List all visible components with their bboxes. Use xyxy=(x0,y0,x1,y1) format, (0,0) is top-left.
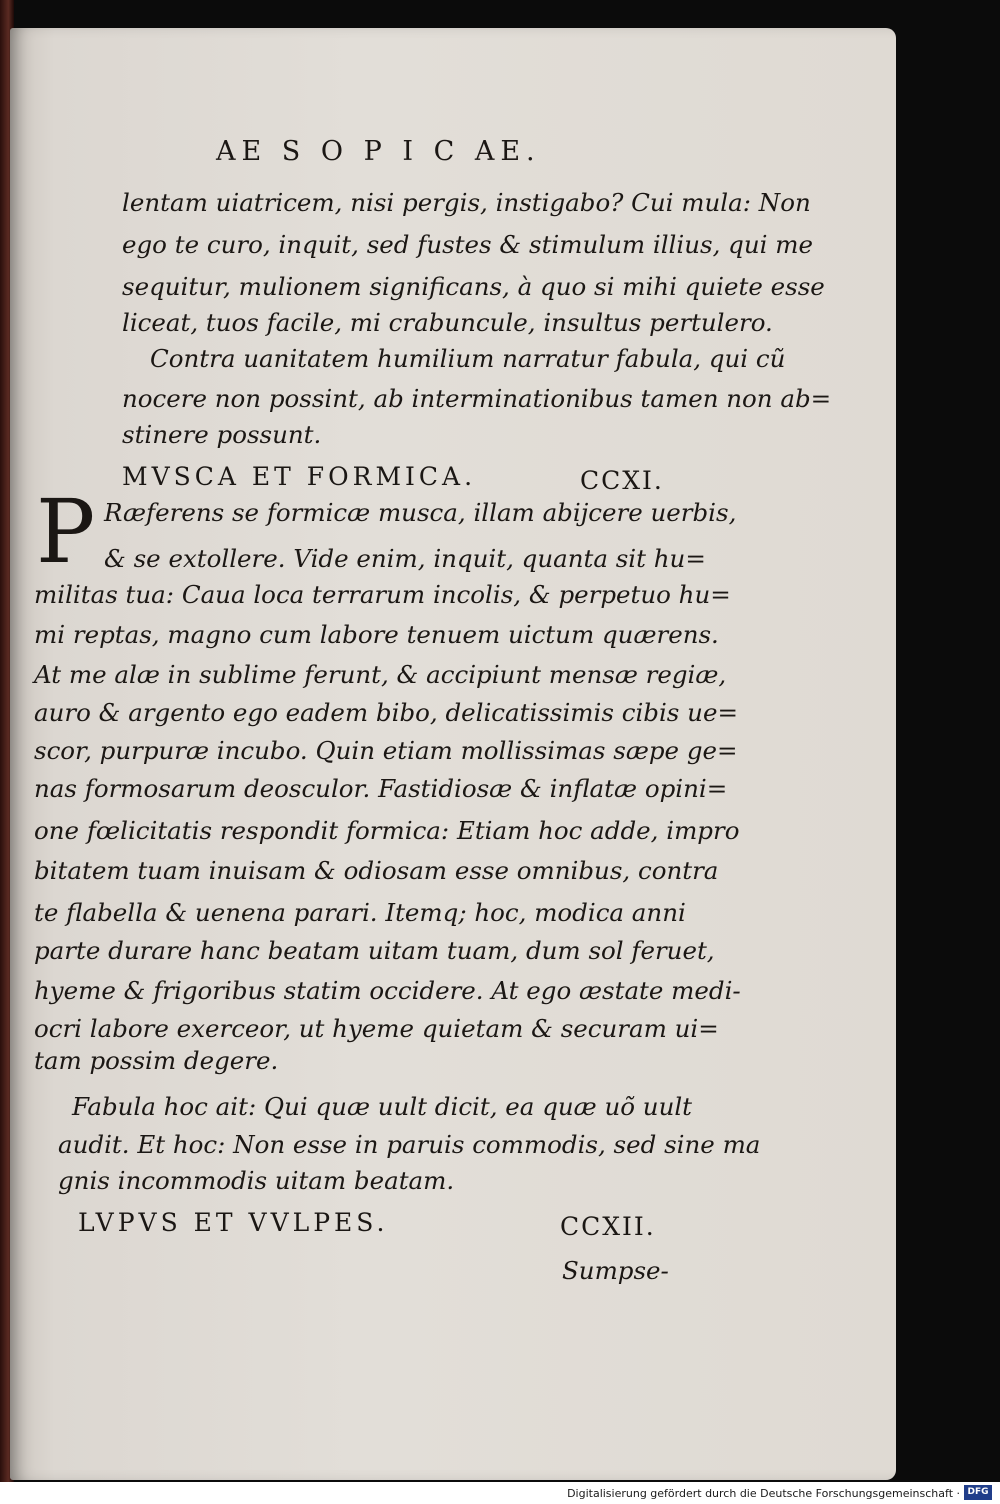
running-head: AE S O P I C AE. xyxy=(216,136,541,167)
fable-number: CCXI. xyxy=(580,466,664,495)
footer-bar xyxy=(0,1482,1000,1504)
text-line: one fœlicitatis respondit formica: Etiam hoc adde, impro xyxy=(34,816,740,845)
text-line: hyeme & frigoribus statim occidere. At ego æstate medi- xyxy=(34,976,741,1005)
text-line: sequitur, mulionem significans, à quo si mihi quiete esse xyxy=(122,272,825,301)
text-line: ego te curo, inquit, sed fustes & stimulum illius, qui me xyxy=(122,230,813,259)
text-line: liceat, tuos facile, mi crabuncule, insultus pertulero. xyxy=(122,308,773,337)
text-line: scor, purpuræ incubo. Quin etiam mollissimas sæpe ge= xyxy=(34,736,738,765)
moral-line: Fabula hoc ait: Qui quæ uult dicit, ea quæ uõ uult xyxy=(72,1092,693,1121)
funding-note: Digitalisierung gefördert durch die Deutsche Forschungsgemeinschaft · xyxy=(567,1487,960,1500)
text-line: mi reptas, magno cum labore tenuem uictum quærens. xyxy=(34,620,719,649)
text-line: At me alæ in sublime ferunt, & accipiunt mensæ regiæ, xyxy=(34,660,727,689)
fable-title: MVSCA ET FORMICA. xyxy=(122,462,477,491)
text-line: nas formosarum deosculor. Fastidiosæ & inflatæ opini= xyxy=(34,774,728,803)
text-line: te flabella & uenena parari. Itemq; hoc, modica anni xyxy=(34,898,686,927)
dfg-logo: DFG xyxy=(964,1485,992,1500)
moral-line: gnis incommodis uitam beatam. xyxy=(58,1166,455,1195)
drop-cap: P xyxy=(36,480,96,583)
text-line: bitatem tuam inuisam & odiosam esse omnibus, contra xyxy=(34,856,719,885)
fable-number: CCXII. xyxy=(560,1212,656,1241)
moral-line: audit. Et hoc: Non esse in paruis commodis, sed sine ma xyxy=(58,1130,761,1159)
text-line: militas tua: Caua loca terrarum incolis, & perpetuo hu= xyxy=(34,580,731,609)
text-line: parte durare hanc beatam uitam tuam, dum sol feruet, xyxy=(34,936,715,965)
text-line: tam possim degere. xyxy=(34,1046,279,1075)
text-line: ocri labore exerceor, ut hyeme quietam & securam ui= xyxy=(34,1014,719,1043)
fable-title: LVPVS ET VVLPES. xyxy=(78,1208,389,1237)
moral-line: stinere possunt. xyxy=(122,420,322,449)
moral-line: nocere non possint, ab interminationibus tamen non ab= xyxy=(122,384,832,413)
text-line: & se extollere. Vide enim, inquit, quanta sit hu= xyxy=(104,544,706,573)
moral-line: Contra uanitatem humilium narratur fabula, qui cũ xyxy=(150,344,786,373)
text-line: auro & argento ego eadem bibo, delicatissimis cibis ue= xyxy=(34,698,738,727)
text-line: Ræferens se formicæ musca, illam abijcere uerbis, xyxy=(104,498,737,527)
text-line: lentam uiatricem, nisi pergis, instigabo? Cui mula: Non xyxy=(122,188,811,217)
catchword: Sumpse- xyxy=(562,1256,669,1285)
